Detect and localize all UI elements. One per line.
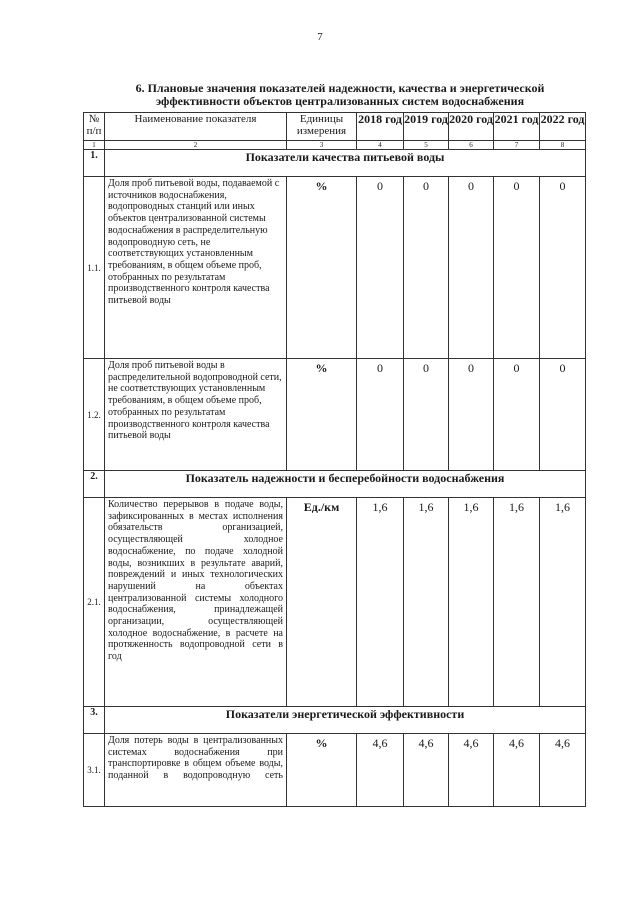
- table-row: [84, 177, 586, 359]
- title-line-2: эффективности объектов централизованных систем водоснабжения: [155, 94, 525, 108]
- value-2019: 0: [404, 177, 449, 359]
- header-num: № п/п: [84, 113, 105, 141]
- section-row: [84, 150, 586, 177]
- section-title: Показатели энергетической эффективности: [105, 707, 586, 734]
- value-2019: 0: [404, 359, 449, 471]
- indicator-name: Доля потерь воды в централизованных системах водоснабжения при транспортировке в общем объеме воды, поданной в водопроводную сеть: [105, 734, 287, 807]
- page-number: 7: [317, 31, 323, 43]
- column-number: 5: [404, 141, 449, 150]
- indicator-unit: %: [287, 177, 357, 359]
- value-2018: 0: [357, 359, 404, 471]
- header-unit: Единицы измерения: [287, 113, 357, 141]
- value-2020: 0: [449, 359, 494, 471]
- indicator-unit: %: [287, 734, 357, 807]
- column-number: 7: [494, 141, 540, 150]
- value-2021: 0: [494, 177, 540, 359]
- column-number: 2: [105, 141, 287, 150]
- value-2020: 0: [449, 177, 494, 359]
- column-number: 3: [287, 141, 357, 150]
- column-number: 4: [357, 141, 404, 150]
- indicator-unit: Ед./км: [287, 498, 357, 707]
- value-2021: 1,6: [494, 498, 540, 707]
- header-row: [84, 113, 586, 141]
- value-2020: 4,6: [449, 734, 494, 807]
- section-row: [84, 707, 586, 734]
- document-title: [120, 82, 560, 108]
- value-2022: 0: [540, 359, 586, 471]
- row-number: 3.1.: [84, 734, 105, 807]
- value-2019: 4,6: [404, 734, 449, 807]
- section-row: [84, 471, 586, 498]
- value-2018: 1,6: [357, 498, 404, 707]
- column-numbers-row: [84, 141, 586, 150]
- indicator-unit: %: [287, 359, 357, 471]
- column-number: 1: [84, 141, 105, 150]
- table-row: [84, 498, 586, 707]
- section-number: 3.: [84, 707, 105, 734]
- value-2021: 4,6: [494, 734, 540, 807]
- indicator-name: Доля проб питьевой воды, подаваемой с источников водоснабжения, водопроводных станций или иных объектов централизованной системы водоснабжения в распределительную водопроводную сеть, не соответствующих установленным требованиям, в общем объеме проб, отобранных по результатам производственного контроля качества питьевой воды: [105, 177, 287, 359]
- row-number: 1.1.: [84, 177, 105, 359]
- indicators-table: [83, 112, 586, 807]
- indicator-name: Количество перерывов в подаче воды, зафиксированных в местах исполнения обязательств организацией, осуществляющей холодное водоснабжение, по подаче холодной воды, возникших в результате аварий, повреждений и иных технологических нарушений на объектах централизованной системы холодного водоснабжения, принадлежащей организации, осуществляющей холодное водоснабжение, в расчете на протяженность водопроводной сети в год: [105, 498, 287, 707]
- value-2020: 1,6: [449, 498, 494, 707]
- value-2019: 1,6: [404, 498, 449, 707]
- value-2022: 1,6: [540, 498, 586, 707]
- header-year-2019: 2019 год: [404, 113, 449, 141]
- row-number: 2.1.: [84, 498, 105, 707]
- column-number: 6: [449, 141, 494, 150]
- header-year-2022: 2022 год: [540, 113, 586, 141]
- value-2022: 4,6: [540, 734, 586, 807]
- table-row: [84, 734, 586, 807]
- section-title: Показатели качества питьевой воды: [105, 150, 586, 177]
- section-number: 1.: [84, 150, 105, 177]
- header-name: Наименование показателя: [105, 113, 287, 141]
- value-2018: 0: [357, 177, 404, 359]
- section-title: Показатель надежности и бесперебойности водоснабжения: [105, 471, 586, 498]
- value-2021: 0: [494, 359, 540, 471]
- header-year-2021: 2021 год: [494, 113, 540, 141]
- table-row: [84, 359, 586, 471]
- title-line-1: 6. Плановые значения показателей надежности, качества и энергетической: [135, 81, 545, 95]
- column-number: 8: [540, 141, 586, 150]
- value-2018: 4,6: [357, 734, 404, 807]
- row-number: 1.2.: [84, 359, 105, 471]
- header-year-2020: 2020 год: [449, 113, 494, 141]
- value-2022: 0: [540, 177, 586, 359]
- indicator-name: Доля проб питьевой воды в распределительной водопроводной сети, не соответствующих установленным требованиям, в общем объеме проб, отобранных по результатам производственного контроля качества питьевой воды: [105, 359, 287, 471]
- header-year-2018: 2018 год: [357, 113, 404, 141]
- section-number: 2.: [84, 471, 105, 498]
